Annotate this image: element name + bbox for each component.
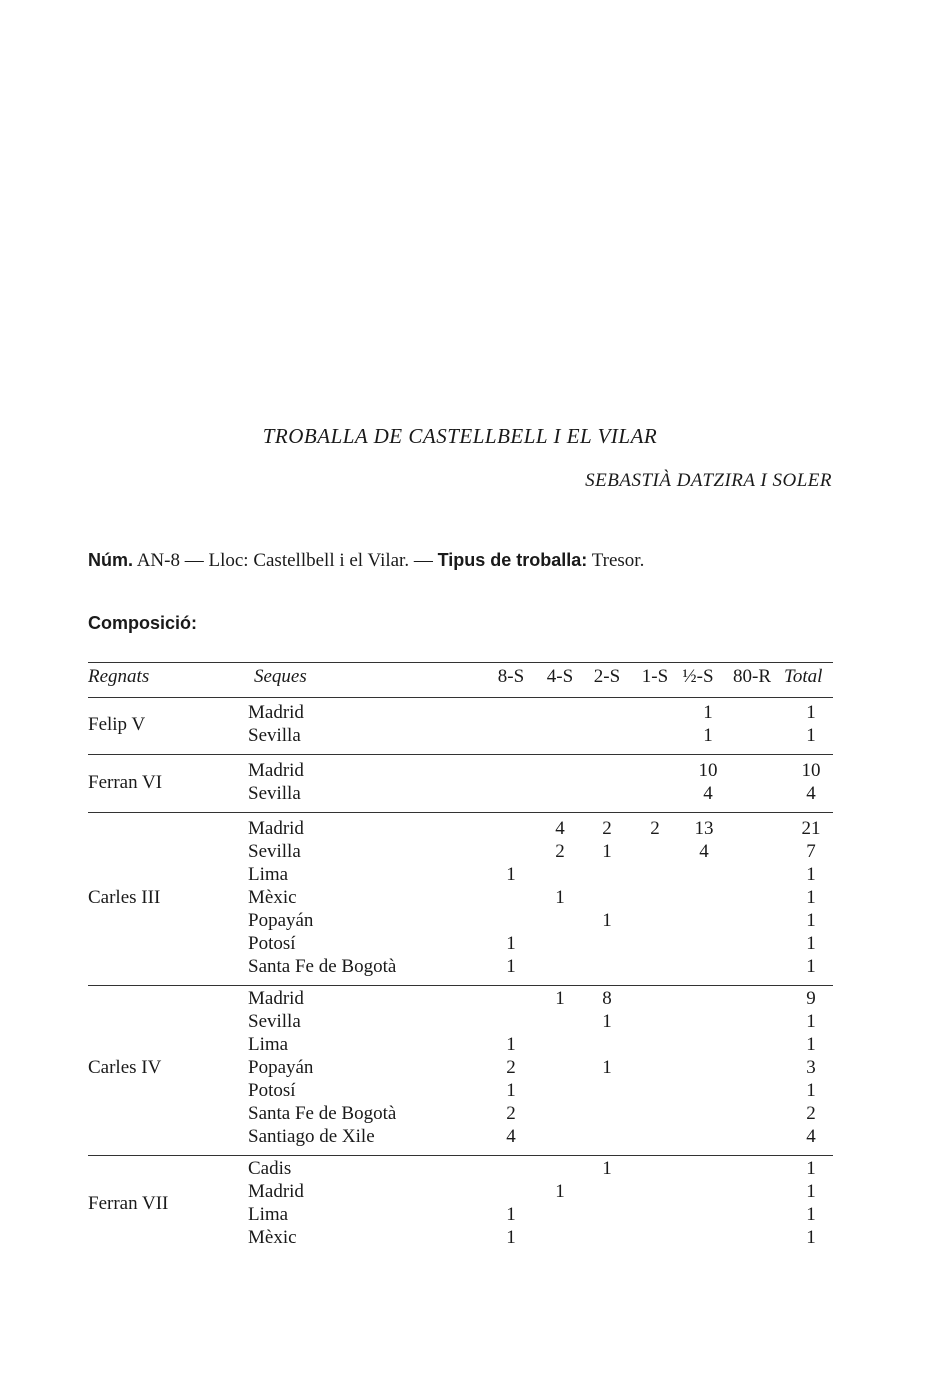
- count-total: 1: [806, 1227, 816, 1248]
- count-total: 1: [806, 933, 816, 954]
- seca-label: Madrid: [248, 1181, 304, 1202]
- count-c4s: 4: [555, 818, 565, 839]
- count-c4s: 1: [555, 988, 565, 1009]
- regnat-label: Carles III: [88, 887, 161, 908]
- count-c8s: 1: [506, 864, 516, 885]
- count-c2s: 1: [602, 841, 612, 862]
- count-c80r: 10: [698, 760, 718, 781]
- count-c4s: 1: [555, 887, 565, 908]
- seca-label: Santiago de Xile: [248, 1126, 375, 1147]
- count-total: 1: [806, 725, 816, 746]
- count-c8s: 1: [506, 1034, 516, 1055]
- composition-heading: Composició:: [88, 613, 198, 633]
- seca-label: Cadis: [248, 1158, 292, 1179]
- count-total: 1: [806, 1034, 816, 1055]
- count-c8s: 1: [506, 1080, 516, 1101]
- find-metadata: [88, 550, 644, 572]
- count-total: 1: [806, 1181, 816, 1202]
- seca-label: Potosí: [248, 1080, 296, 1101]
- count-total: 3: [806, 1057, 816, 1078]
- seca-label: Lima: [248, 1034, 289, 1055]
- count-c8s: 1: [506, 1204, 516, 1225]
- seca-label: Mèxic: [248, 887, 297, 908]
- seca-label: Madrid: [248, 988, 304, 1009]
- num-value: AN-8: [136, 550, 180, 571]
- count-c80r: 1: [703, 725, 713, 746]
- separator: —: [413, 550, 433, 571]
- count-c2s: 1: [602, 1158, 612, 1179]
- count-chs: 4: [699, 841, 709, 862]
- count-c8s: 2: [506, 1103, 516, 1124]
- location-text: Lloc: Castellbell i el Vilar.: [208, 550, 410, 571]
- header-8s: 8-S: [497, 666, 525, 687]
- count-total: 21: [801, 818, 821, 839]
- count-total: 1: [806, 1011, 816, 1032]
- page-title: TROBALLA DE CASTELLBELL I EL VILAR: [262, 424, 658, 448]
- header-2s: 2-S: [593, 666, 621, 687]
- seca-label: Sevilla: [248, 841, 301, 862]
- table-top-rule: [88, 662, 833, 663]
- seca-label: Popayán: [248, 1057, 314, 1078]
- regnat-label: Carles IV: [88, 1057, 162, 1078]
- seca-label: Sevilla: [248, 725, 301, 746]
- count-total: 1: [806, 1204, 816, 1225]
- seca-label: Madrid: [248, 818, 304, 839]
- count-total: 4: [806, 783, 816, 804]
- count-total: 10: [801, 760, 821, 781]
- seca-label: Sevilla: [248, 1011, 301, 1032]
- seca-label: Santa Fe de Bogotà: [248, 1103, 397, 1124]
- group-separator-rule: [88, 985, 833, 986]
- count-c80r: 4: [703, 783, 713, 804]
- find-type-value: Tresor.: [591, 550, 645, 571]
- count-c8s: 1: [506, 956, 516, 977]
- num-label: Núm.: [88, 550, 133, 570]
- find-type-label: Tipus de troballa:: [437, 550, 588, 570]
- count-c2s: 8: [602, 988, 612, 1009]
- seca-label: Sevilla: [248, 783, 301, 804]
- count-total: 1: [806, 956, 816, 977]
- seca-label: Lima: [248, 864, 289, 885]
- group-separator-rule: [88, 1155, 833, 1156]
- regnat-label: Ferran VII: [88, 1192, 169, 1214]
- count-c8s: 1: [506, 1227, 516, 1248]
- count-c8s: 4: [506, 1126, 516, 1147]
- seca-label: Santa Fe de Bogotà: [248, 956, 397, 977]
- count-c4s: 2: [555, 841, 565, 862]
- count-total: 7: [806, 841, 816, 862]
- author-name: SEBASTIÀ DATZIRA I SOLER: [585, 470, 832, 491]
- count-c1s: 2: [650, 818, 660, 839]
- group-separator-rule: [88, 812, 833, 813]
- count-c2s: 1: [602, 910, 612, 931]
- count-c8s: 2: [506, 1057, 516, 1078]
- count-c2s: 1: [602, 1057, 612, 1078]
- count-total: 1: [806, 702, 816, 723]
- header-regnats: Regnats: [88, 666, 150, 687]
- count-total: 2: [806, 1103, 816, 1124]
- regnat-label: Felip V: [88, 713, 146, 735]
- count-chs: 13: [694, 818, 714, 839]
- count-c2s: 1: [602, 1011, 612, 1032]
- count-c4s: 1: [555, 1181, 565, 1202]
- seca-label: Popayán: [248, 910, 314, 931]
- seca-label: Potosí: [248, 933, 296, 954]
- header-total: Total: [784, 666, 823, 687]
- count-total: 9: [806, 988, 816, 1009]
- seca-label: Lima: [248, 1204, 289, 1225]
- seca-label: Madrid: [248, 702, 304, 723]
- count-c2s: 2: [602, 818, 612, 839]
- header-4s: 4-S: [546, 666, 574, 687]
- regnat-label: Ferran VI: [88, 771, 163, 793]
- header-80r: 80-R: [733, 666, 771, 687]
- count-total: 1: [806, 1158, 816, 1179]
- count-total: 1: [806, 1080, 816, 1101]
- header-seques: Seques: [254, 666, 307, 687]
- count-total: 1: [806, 864, 816, 885]
- header-1s: 1-S: [641, 666, 669, 687]
- count-c80r: 1: [703, 702, 713, 723]
- count-c8s: 1: [506, 933, 516, 954]
- count-total: 1: [806, 887, 816, 908]
- separator: —: [184, 550, 204, 571]
- seca-label: Madrid: [248, 760, 304, 781]
- header-half-s: ½-S: [682, 666, 714, 687]
- count-total: 4: [806, 1126, 816, 1147]
- count-total: 1: [806, 910, 816, 931]
- header-bottom-rule: [88, 697, 833, 698]
- group-separator-rule: [88, 754, 833, 755]
- seca-label: Mèxic: [248, 1227, 297, 1248]
